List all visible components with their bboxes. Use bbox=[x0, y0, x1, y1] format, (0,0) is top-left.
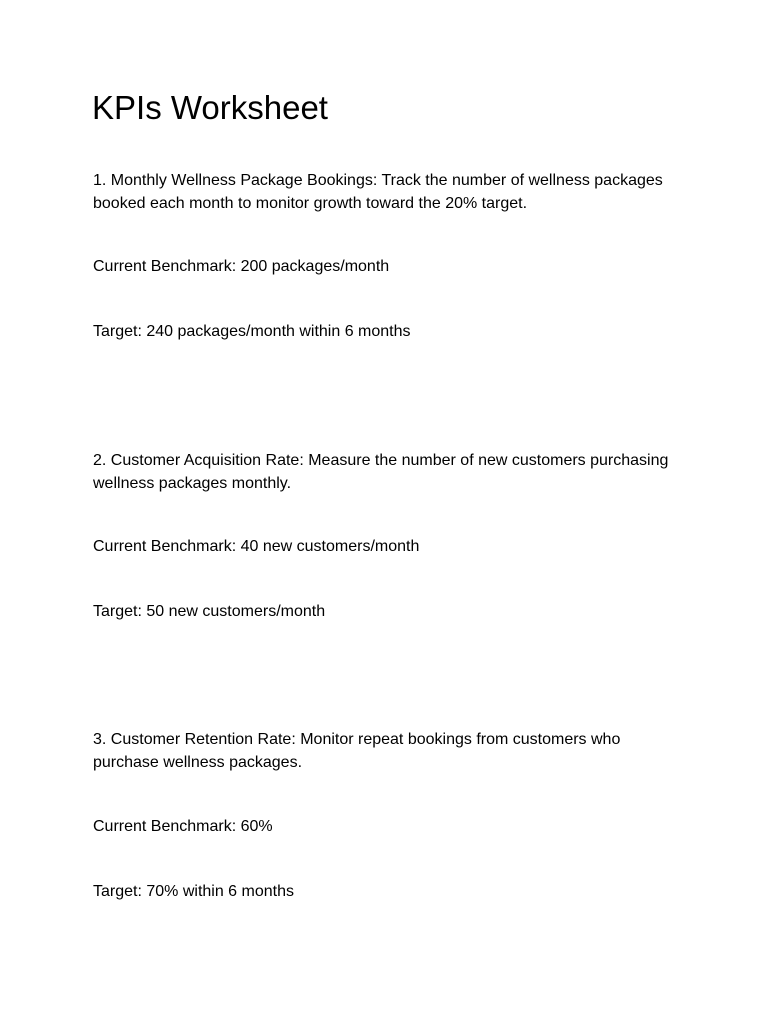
kpi-2-benchmark: Current Benchmark: 40 new customers/month bbox=[93, 538, 420, 555]
kpi-3-target: Target: 70% within 6 months bbox=[93, 883, 294, 900]
kpi-1-description: 1. Monthly Wellness Package Bookings: Track the number of wellness packages booked each month to monitor growth toward the 20% target. bbox=[93, 172, 663, 212]
kpi-2-description: 2. Customer Acquisition Rate: Measure the number of new customers purchasing wellness packages monthly. bbox=[93, 452, 669, 492]
kpi-1-benchmark: Current Benchmark: 200 packages/month bbox=[93, 258, 390, 275]
kpi-2-target: Target: 50 new customers/month bbox=[93, 603, 326, 620]
kpi-1-target: Target: 240 packages/month within 6 months bbox=[93, 323, 411, 340]
page-title: KPIs Worksheet bbox=[92, 89, 328, 126]
kpi-3-description: 3. Customer Retention Rate: Monitor repeat bookings from customers who purchase wellness packages. bbox=[93, 731, 621, 771]
kpi-3-benchmark: Current Benchmark: 60% bbox=[93, 818, 273, 835]
